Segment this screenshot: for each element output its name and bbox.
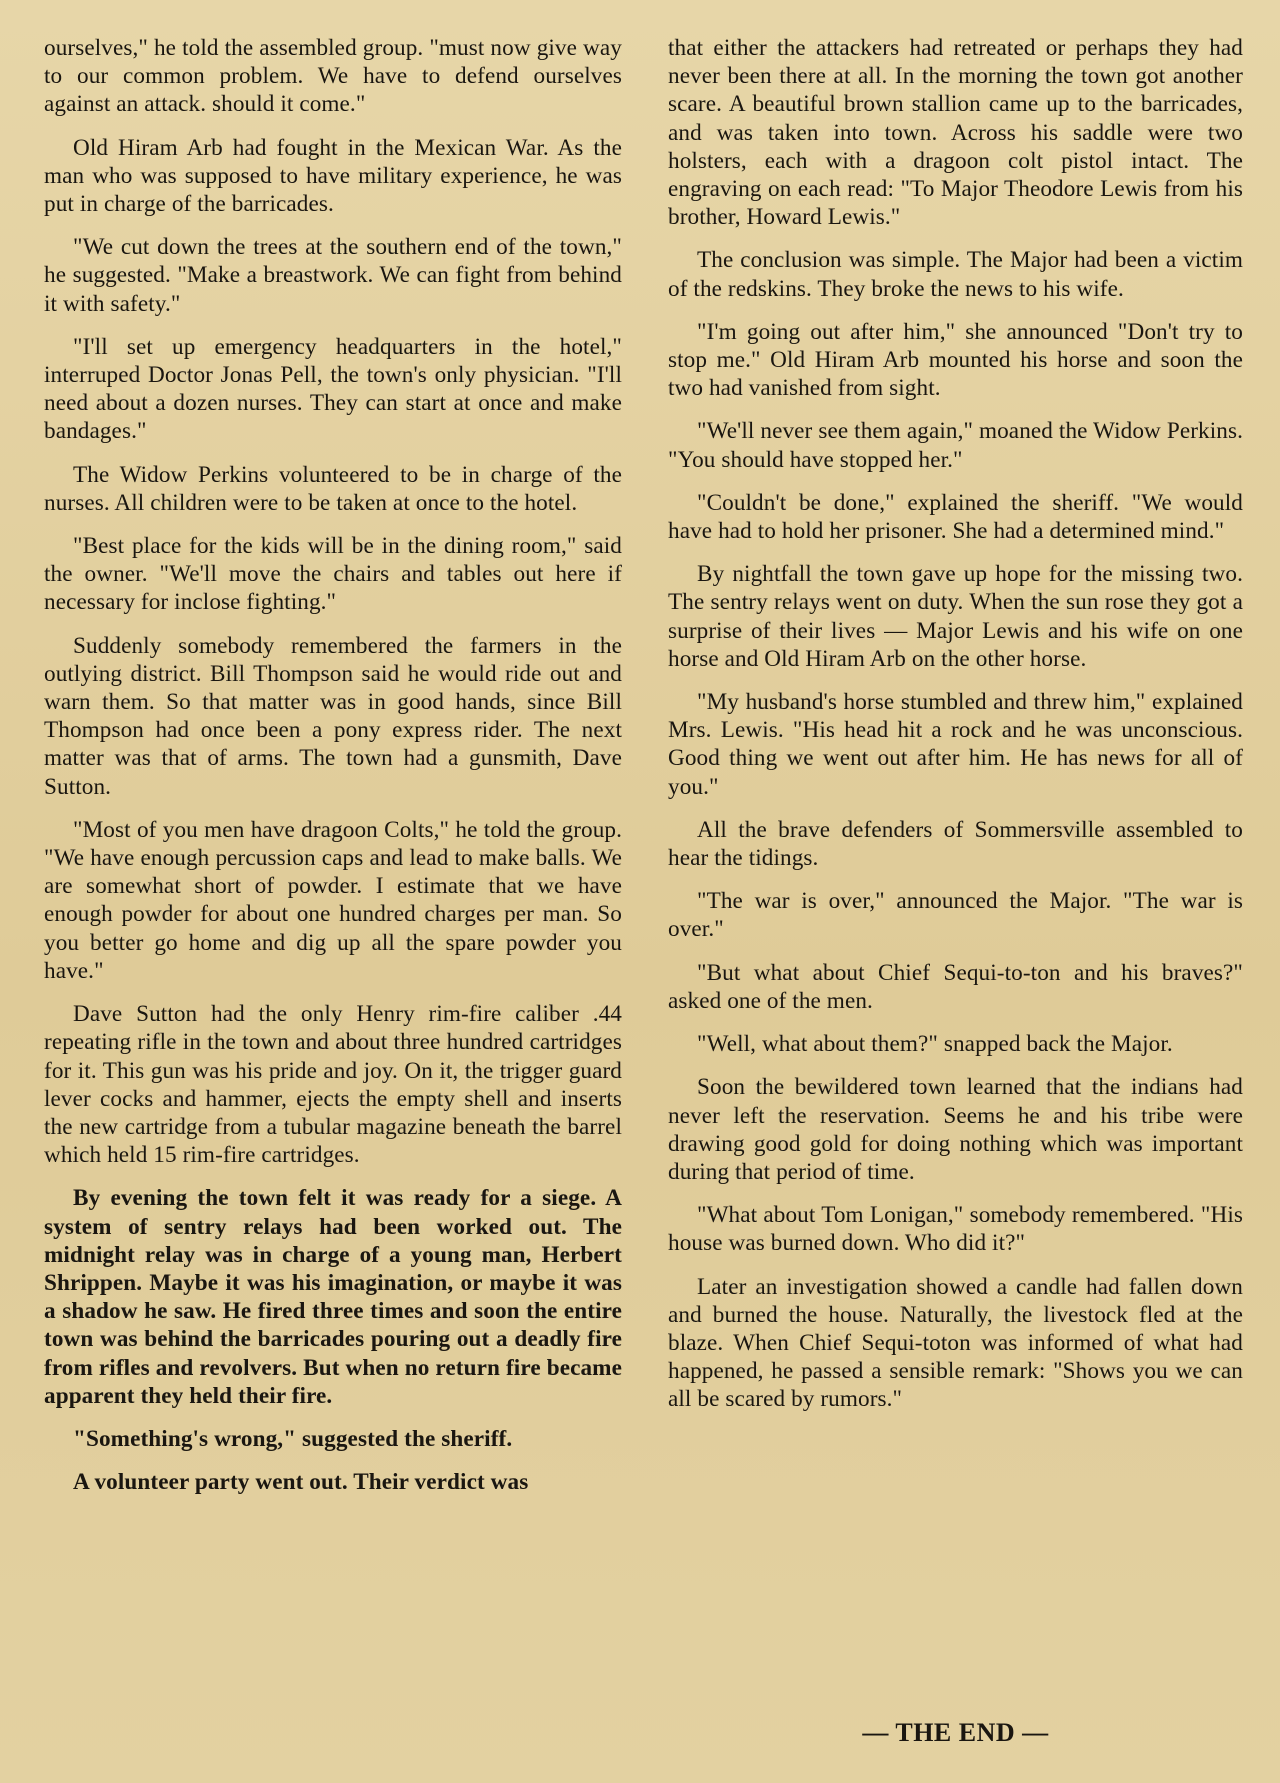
paragraph: "I'll set up emergency headquarters in the hotel," interruped Doctor Jonas Pell, the town's only physician. "I'll need about a dozen nurses. They can start at once and make bandages." [44,333,622,445]
paragraph: Dave Sutton had the only Henry rim-fire caliber .44 repeating rifle in the town and about three hundred cartridges for it. This gun was his pride and joy. On it, the trigger guard lever cocks and hammer, ejects the empty shell and inserts the new cartridge from a tubular magazine beneath the barrel which held 15 rim-fire cartridges. [44,1001,622,1169]
paragraph: "But what about Chief Sequi-to-ton and his braves?" asked one of the men. [668,959,1243,1014]
paragraph: The Widow Perkins volunteered to be in charge of the nurses. All children were to be taken at once to the hotel. [44,461,622,516]
paragraph: that either the attackers had retreated or perhaps they had never been there at all. In the morning the town got another scare. A beautiful brown stallion came up to the barricades, and was taken into town. Across his saddle were two holsters, each with a dragoon colt pistol intact. The engraving on each read: "To Major Theodore Lewis from his brother, Howard Lewis." [668,35,1243,231]
paragraph: Soon the bewildered town learned that the indians had never left the reservation. Seems he and his tribe were drawing good gold for doing nothing which was important during that period of time. [668,1074,1243,1185]
paragraph: "My husband's horse stumbled and threw him," explained Mrs. Lewis. "His head hit a rock and he was unconscious. Good thing we went out after him. He has news for all of you." [668,689,1243,800]
paragraph: "Couldn't be done," explained the sheriff. "We would have had to hold her prisoner. She had a determined mind." [668,489,1243,545]
paragraph: "Most of you men have dragoon Colts," he told the group. "We have enough percussion caps and lead to make balls. We are somewhat short of powder. I estimate that we have enough powder for about one hundred charges per man. So you better go home and dig up all the spare powder you have." [44,816,622,984]
paragraph: Suddenly somebody remembered the farmers in the outlying district. Bill Thompson said he would ride out and warn them. So that matter was in good hands, since Bill Thompson had once been a pony express rider. The next matter was that of arms. The town had a gunsmith, Dave Sutton. [44,632,622,800]
paragraph: Old Hiram Arb had fought in the Mexican War. As the man who was supposed to have military experience, he was put in charge of the barricades. [44,134,622,218]
paragraph: "We cut down the trees at the southern end of the town," he suggested. "Make a breastwork. We can fight from behind it with safety." [44,234,622,317]
paragraph: "The war is over," announced the Major. "The war is over." [668,888,1243,943]
left-column [44,34,622,1511]
the-end-label: — THE END — [862,1718,1049,1747]
paragraph: The conclusion was simple. The Major had been a victim of the redskins. They broke the news to his wife. [668,247,1243,302]
paragraph: "What about Tom Lonigan," somebody remembered. "His house was burned down. Who did it?" [668,1202,1243,1257]
paragraph: "Something's wrong," suggested the sheriff. [73,1425,513,1452]
paragraph: A volunteer party went out. Their verdict was [73,1469,529,1496]
paragraph: All the brave defenders of Sommersville assembled to hear the tidings. [668,816,1243,872]
paragraph: By evening the town felt it was ready for a siege. A system of sentry relays had been worked out. The midnight relay was in charge of a young man, Herbert Shrippen. Maybe it was his imagination, or maybe it was a shadow he saw. He fired three times and soon the entire town was behind the barricades pouring out a deadly fire from rifles and revolvers. But when no return fire became apparent they held their fire. [44,1185,622,1409]
paragraph: ourselves," he told the assembled group. "must now give way to our common problem. We have to defend ourselves against an attack. should it come." [44,35,622,118]
paragraph: "Well, what about them?" snapped back the Major. [697,1031,1173,1058]
paragraph: "We'll never see them again," moaned the Widow Perkins. "You should have stopped her." [668,418,1243,473]
paragraph: "Best place for the kids will be in the dining room," said the owner. "We'll move the chairs and tables out here if necessary for inclose fighting." [44,533,622,616]
paragraph: Later an investigation showed a candle had fallen down and burned the house. Naturally, the livestock fled at the blaze. When Chief Sequi-toton was informed of what had happened, he passed a sensible remark: "Shows you we can all be scared by rumors." [668,1273,1243,1413]
paragraph: By nightfall the town gave up hope for the missing two. The sentry relays went on duty. When the sun rose they got a surprise of their lives — Major Lewis and his wife on one horse and Old Hiram Arb on the other horse. [668,561,1243,672]
right-column [668,34,1243,1429]
paragraph: "I'm going out after him," she announced "Don't try to stop me." Old Hiram Arb mounted his horse and soon the two had vanished from sight. [668,318,1243,402]
